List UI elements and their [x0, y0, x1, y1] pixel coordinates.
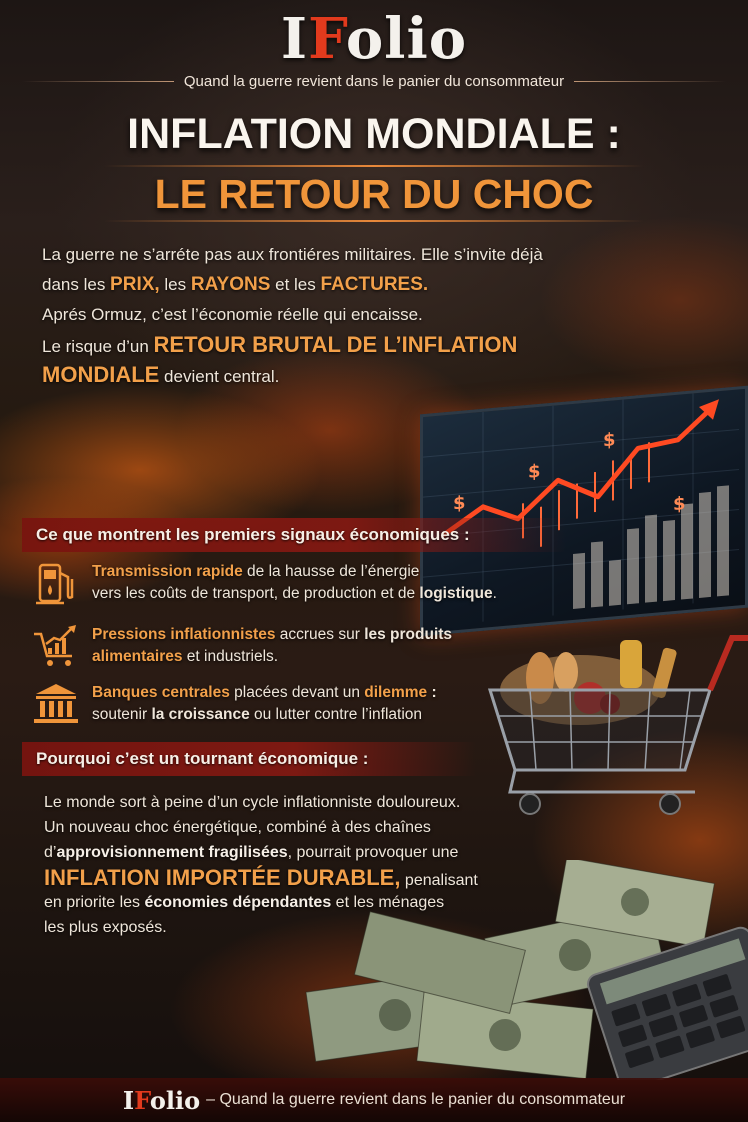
body-line: INFLATION IMPORTÉE DURABLE, penalisant	[44, 865, 478, 890]
page-subtitle: LE RETOUR DU CHOC	[154, 171, 594, 217]
brand-logo: IFolio	[280, 6, 468, 72]
cart-chart-icon	[32, 624, 80, 670]
divider	[104, 165, 644, 167]
body-line: Le monde sort à peine d’un cycle inflationniste douloureux.	[44, 794, 461, 811]
turning-point-heading: Pourquoi c’est un tournant économique :	[22, 742, 476, 776]
footer-logo: IFolio	[122, 1085, 201, 1115]
footer-text: – Quand la guerre revient dans le panier du consommateur	[206, 1091, 626, 1108]
signal-text: Banques centrales placées devant un dilemme : soutenir la croissance ou lutter contre l’inflation	[92, 684, 437, 723]
svg-text:$: $	[603, 429, 616, 452]
banknotes-calculator-illustration	[300, 860, 748, 1080]
svg-text:$: $	[528, 460, 541, 483]
intro-line: MONDIALE devient central.	[42, 362, 280, 387]
body-line: en priorite les économies dépendantes et les ménages	[44, 894, 445, 911]
tagline-row	[22, 70, 726, 92]
bank-icon	[32, 682, 80, 728]
footer	[0, 1078, 748, 1122]
intro-line: Aprés Ormuz, c’est l’économie réelle qui encaisse.	[42, 305, 423, 324]
signal-item	[32, 561, 592, 613]
body-line: d’approvisionnement fragilisées, pourrait provoquer une	[44, 844, 459, 861]
divider	[104, 220, 644, 222]
page-title: INFLATION MONDIALE :	[127, 110, 621, 158]
tagline: Quand la guerre revient dans le panier du consommateur	[183, 72, 565, 90]
fuel-pump-icon	[32, 561, 80, 607]
signals-heading: Ce que montrent les premiers signaux économiques :	[22, 518, 566, 552]
body-line: Un nouveau choc énergétique, combiné à des chaînes	[44, 819, 431, 836]
intro-text	[42, 240, 722, 390]
divider	[574, 81, 726, 82]
divider	[22, 81, 174, 82]
intro-line: dans les PRIX, les RAYONS et les FACTURES.	[42, 274, 429, 295]
body-line: les plus exposés.	[44, 919, 167, 936]
svg-text:$: $	[453, 492, 466, 515]
signal-text: Transmission rapide de la hausse de l’énergie vers les coûts de transport, de production et de logistique.	[92, 563, 497, 602]
intro-line: Le risque d’un RETOUR BRUTAL DE L’INFLATION	[42, 332, 518, 357]
signal-text: Pressions inflationnistes accrues sur les produits alimentaires et industriels.	[92, 626, 453, 665]
intro-line: La guerre ne s’arréte pas aux frontiéres militaires. Elle s’invite déjà	[42, 245, 543, 264]
svg-text:$: $	[673, 493, 686, 516]
